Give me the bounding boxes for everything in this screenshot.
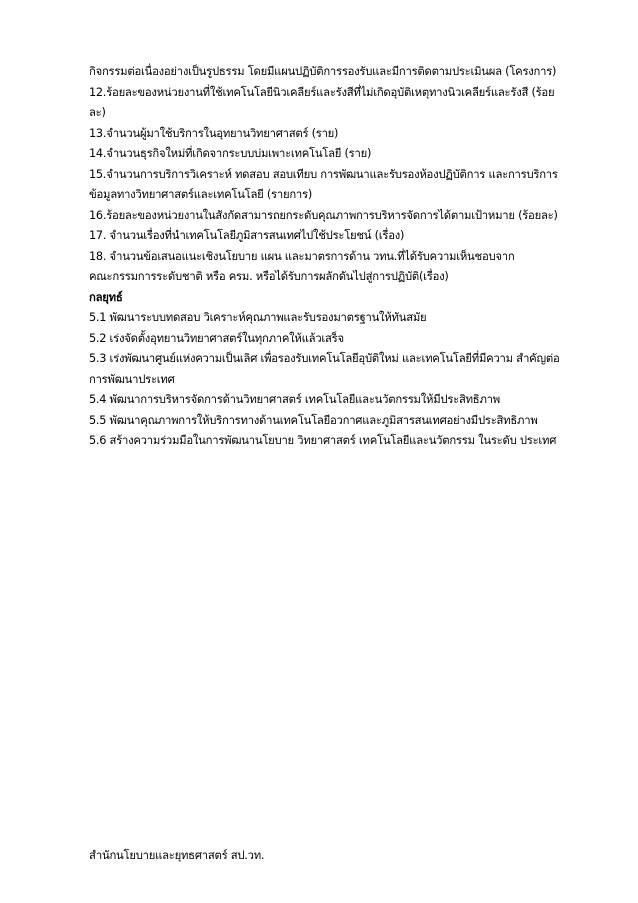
body-line: ข้อมูลทางวิทยาศาสตร์และเทคโนโลยี (รายการ) <box>89 188 312 201</box>
strategy-heading: กลยุทธ์ <box>89 290 123 304</box>
strategy-line: 5.6 สร้างความร่วมมือในการพัฒนานโยบาย วิทยาศาสตร์ เทคโนโลยีและนวัตกรรม ในระดับ ประเทศ <box>89 434 557 447</box>
body-line: ละ) <box>89 106 106 119</box>
body-line: 16.ร้อยละของหน่วยงานในสังกัดสามารถยกระดับคุณภาพการบริหารจัดการได้ตามเป้าหมาย (ร้อยละ) <box>89 208 558 222</box>
body-line: กิจกรรมต่อเนื่องอย่างเป็นรูปธรรม โดยมีแผนปฏิบัติการรองรับและมีการติดตามประเมินผล (โครงการ) <box>89 65 557 78</box>
body-line: 12.ร้อยละของหน่วยงานที่ใช้เทคโนโลยีนิวเคลียร์และรังสีที่ไม่เกิดอุบัติเหตุทางนิวเคลียร์และรังสี (ร้อย <box>89 85 555 99</box>
strategy-line: 5.3 เร่งพัฒนาศูนย์แห่งความเป็นเลิศ เพื่อรองรับเทคโนโลยีอุบัติใหม่ และเทคโนโลยีที่มีความ สำคัญต่อ <box>89 352 560 365</box>
body-line: 18. จำนวนข้อเสนอแนะเชิงนโยบาย แผน และมาตรการด้าน วทน.ที่ได้รับความเห็นชอบจาก <box>89 249 515 263</box>
strategy-line: 5.4 พัฒนาการบริหารจัดการด้านวิทยาศาสตร์ เทคโนโลยีและนวัตกรรมให้มีประสิทธิภาพ <box>89 393 500 406</box>
body-line: 13.จำนวนผู้มาใช้บริการในอุทยานวิทยาศาสตร์ (ราย) <box>89 126 339 140</box>
strategy-line: 5.5 พัฒนาคุณภาพการให้บริการทางด้านเทคโนโลยีอวกาศและภูมิสารสนเทศอย่างมีประสิทธิภาพ <box>89 413 538 427</box>
body-line: 17. จำนวนเรื่องที่นำเทคโนโลยีภูมิสารสนเทศไปใช้ประโยชน์ (เรื่อง) <box>89 229 405 242</box>
strategy-line: 5.2 เร่งจัดตั้งอุทยานวิทยาศาสตร์ในทุกภาคให้แล้วเสร็จ <box>89 331 344 345</box>
document-body <box>89 62 589 452</box>
body-line: 14.จำนวนธุรกิจใหม่ที่เกิดจากระบบบ่มเพาะเทคโนโลยี (ราย) <box>89 147 372 160</box>
body-line: 15.จำนวนการบริการวิเคราะห์ ทดสอบ สอบเทียบ การพัฒนาและรับรองห้องปฏิบัติการ และการบริการ <box>89 167 558 181</box>
page-footer: สำนักนโยบายและยุทธศาสตร์ สป.วท. <box>89 849 265 862</box>
body-line: คณะกรรมการระดับชาติ หรือ ครม. หรือได้รับการผลักดันไปสู่การปฏิบัติ(เรื่อง) <box>89 270 449 283</box>
strategy-line: 5.1 พัฒนาระบบทดสอบ วิเคราะห์คุณภาพและรับรองมาตรฐานให้ทันสมัย <box>89 311 427 324</box>
strategy-line: การพัฒนาประเทศ <box>89 372 175 386</box>
